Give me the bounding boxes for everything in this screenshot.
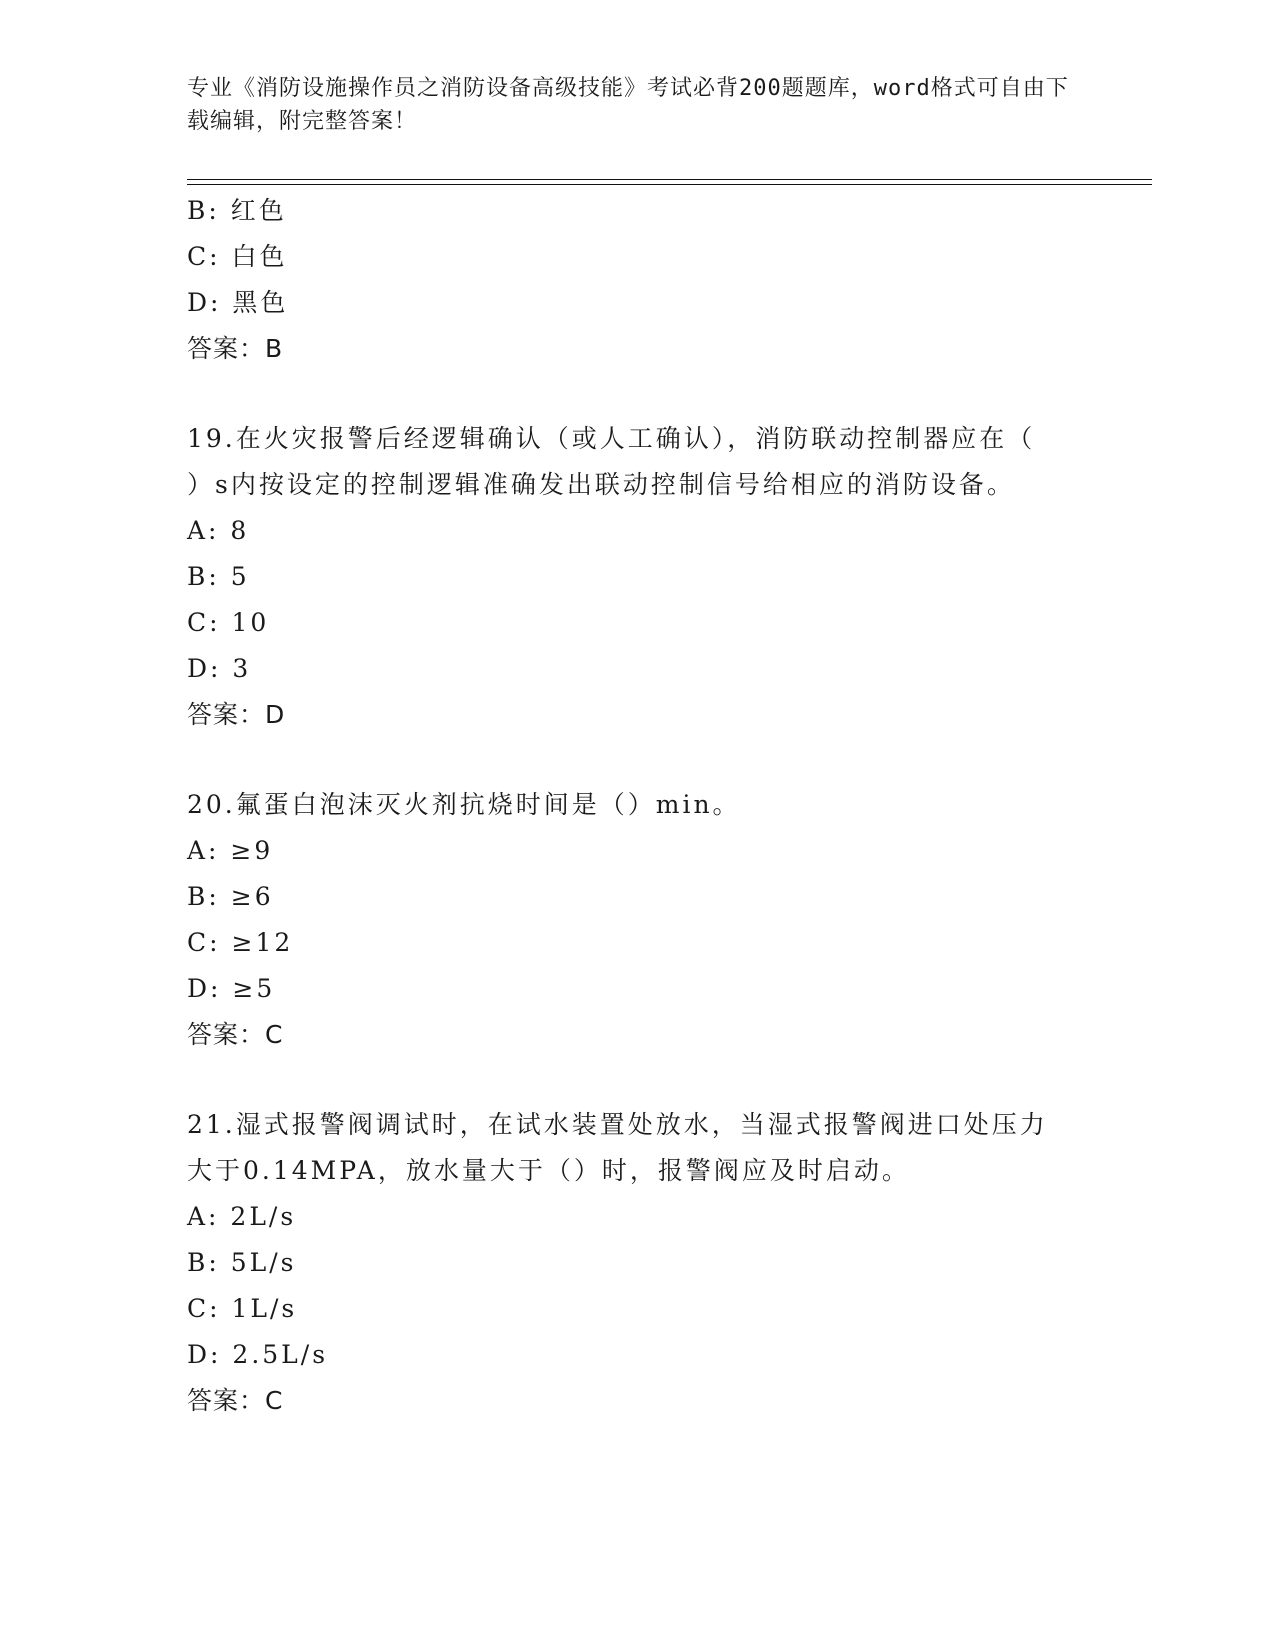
option-c: C: 1L/s: [187, 1294, 298, 1323]
option-c: C: 10: [187, 608, 270, 637]
question-text: 20.氟蛋白泡沫灭火剂抗烧时间是（）min。: [187, 790, 741, 819]
option-a: A: 8: [187, 516, 250, 545]
option-c: C: ≥12: [187, 928, 294, 957]
option-d: D: 黑色: [187, 288, 289, 317]
option-b: B: 5L/s: [187, 1248, 297, 1277]
answer-line: 答案：B: [187, 334, 284, 363]
option-d: D: 2.5L/s: [187, 1340, 329, 1369]
option-b: B: ≥6: [187, 882, 274, 911]
option-a: A: ≥9: [187, 836, 274, 865]
answer-line: 答案：C: [187, 1386, 284, 1415]
option-c: C: 白色: [187, 242, 288, 271]
option-b: B: 红色: [187, 196, 287, 225]
answer-line: 答案：D: [187, 700, 286, 729]
header-divider-top: [187, 179, 1152, 180]
question-text: 19.在火灾报警后经逻辑确认（或人工确认），消防联动控制器应在（ ）s内按设定的控制逻辑准确发出联动控制信号给相应的消防设备。: [187, 424, 1036, 499]
question-text: 21.湿式报警阀调试时，在试水装置处放水，当湿式报警阀进口处压力 大于0.14MPA，放水量大于（）时，报警阀应及时启动。: [187, 1110, 1048, 1185]
header-divider-bottom: [187, 184, 1152, 185]
option-b: B: 5: [187, 562, 250, 591]
option-d: D: 3: [187, 654, 252, 683]
answer-line: 答案：C: [187, 1020, 284, 1049]
option-d: D: ≥5: [187, 974, 276, 1003]
question-list: [187, 188, 1087, 1424]
option-a: A: 2L/s: [187, 1202, 297, 1231]
document-header: 专业《消防设施操作员之消防设备高级技能》考试必背200题题库，word格式可自由下载编辑，附完整答案！: [187, 76, 1069, 134]
